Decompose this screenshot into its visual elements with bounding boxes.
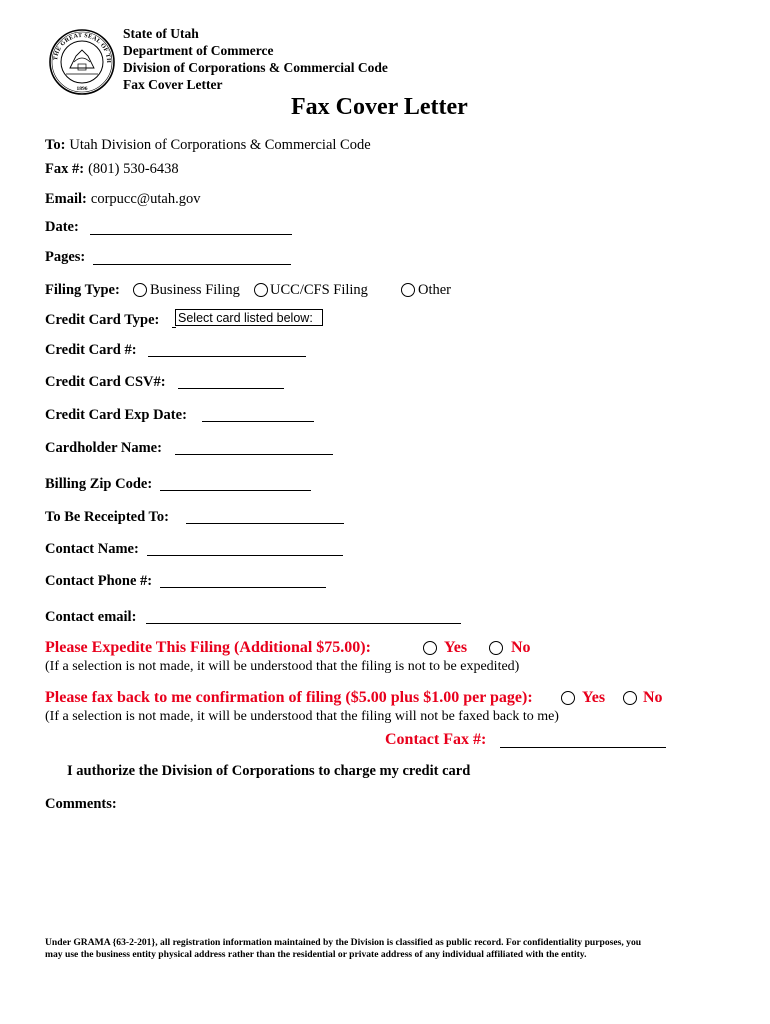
header-doc-name: Fax Cover Letter [123,77,223,92]
expedite-yes-radio[interactable] [423,641,437,655]
credit-card-csv-field[interactable] [178,388,284,389]
email-label: Email: [45,191,87,207]
comments-area[interactable] [45,815,715,925]
receipted-to-label: To Be Receipted To: [45,509,169,525]
faxback-no-label: No [643,689,663,706]
expedite-no-radio[interactable] [489,641,503,655]
fax-row [45,160,179,178]
credit-card-csv-label: Credit Card CSV#: [45,374,166,390]
contact-name-field[interactable] [147,555,343,556]
footer-line-1: Under GRAMA {63-2-201}, all registration information maintained by the Division is classified as public record. For confidentiality purposes, you [45,937,642,948]
credit-card-exp-label: Credit Card Exp Date: [45,407,187,423]
filing-type-business-label: Business Filing [150,282,240,298]
contact-phone-field[interactable] [160,587,326,588]
header-state: State of Utah [123,26,199,41]
contact-email-field[interactable] [146,623,461,624]
comments-label: Comments: [45,796,117,812]
filing-type-label: Filing Type: [45,282,120,298]
pages-label: Pages: [45,249,86,265]
credit-card-exp-field[interactable] [202,421,314,422]
seal-text: THE GREAT SEAL OF TH [52,32,112,64]
state-seal-logo [48,28,116,96]
date-field[interactable] [90,234,292,235]
cardholder-name-label: Cardholder Name: [45,440,162,456]
filing-type-ucc-radio[interactable] [254,283,268,297]
filing-type-other-radio[interactable] [401,283,415,297]
faxback-note: (If a selection is not made, it will be understood that the filing will not be faxed back to me) [45,709,559,724]
filing-type-ucc-label: UCC/CFS Filing [270,282,368,298]
email-value: corpucc@utah.gov [90,191,201,207]
header-department: Department of Commerce [123,43,274,58]
credit-card-number-label: Credit Card #: [45,342,137,358]
seal-year: 1896 [76,86,88,92]
cardholder-name-field[interactable] [175,454,333,455]
page-title: Fax Cover Letter [291,94,468,120]
faxback-label: Please fax back to me confirmation of filing ($5.00 plus $1.00 per page): [45,689,533,706]
date-label: Date: [45,219,79,235]
faxback-yes-label: Yes [582,689,606,706]
filing-type-business-radio[interactable] [133,283,147,297]
billing-zip-field[interactable] [160,490,311,491]
filing-type-other-label: Other [418,282,452,298]
credit-card-type-select[interactable]: Select card listed below: [175,309,323,326]
contact-name-label: Contact Name: [45,541,139,557]
billing-zip-label: Billing Zip Code: [45,476,153,492]
expedite-note: (If a selection is not made, it will be understood that the filing is not to be expedited) [45,659,520,674]
to-label: To: [45,137,66,153]
expedite-yes-label: Yes [444,639,468,656]
authorize-statement: I authorize the Division of Corporations to charge my credit card [67,763,471,779]
contact-fax-field[interactable] [500,747,666,748]
fax-label: Fax #: [45,161,85,177]
fax-value: (801) 530-6438 [88,161,179,177]
pages-field[interactable] [93,264,291,265]
expedite-no-label: No [511,639,531,656]
credit-card-type-underline [172,327,176,328]
contact-email-label: Contact email: [45,609,137,625]
footer-line-2: may use the business entity physical address rather than the residential or private address of any individual affiliated with the entity. [45,949,587,960]
credit-card-type-label: Credit Card Type: [45,312,160,328]
credit-card-number-field[interactable] [148,356,306,357]
to-value: Utah Division of Corporations & Commercial Code [69,137,371,153]
expedite-label: Please Expedite This Filing (Additional $75.00): [45,639,371,656]
contact-phone-label: Contact Phone #: [45,573,153,589]
header-division: Division of Corporations & Commercial Code [123,60,388,75]
faxback-no-radio[interactable] [623,691,637,705]
to-row [45,136,371,154]
faxback-yes-radio[interactable] [561,691,575,705]
contact-fax-label: Contact Fax #: [385,731,487,748]
email-row [45,190,200,208]
receipted-to-field[interactable] [186,523,344,524]
